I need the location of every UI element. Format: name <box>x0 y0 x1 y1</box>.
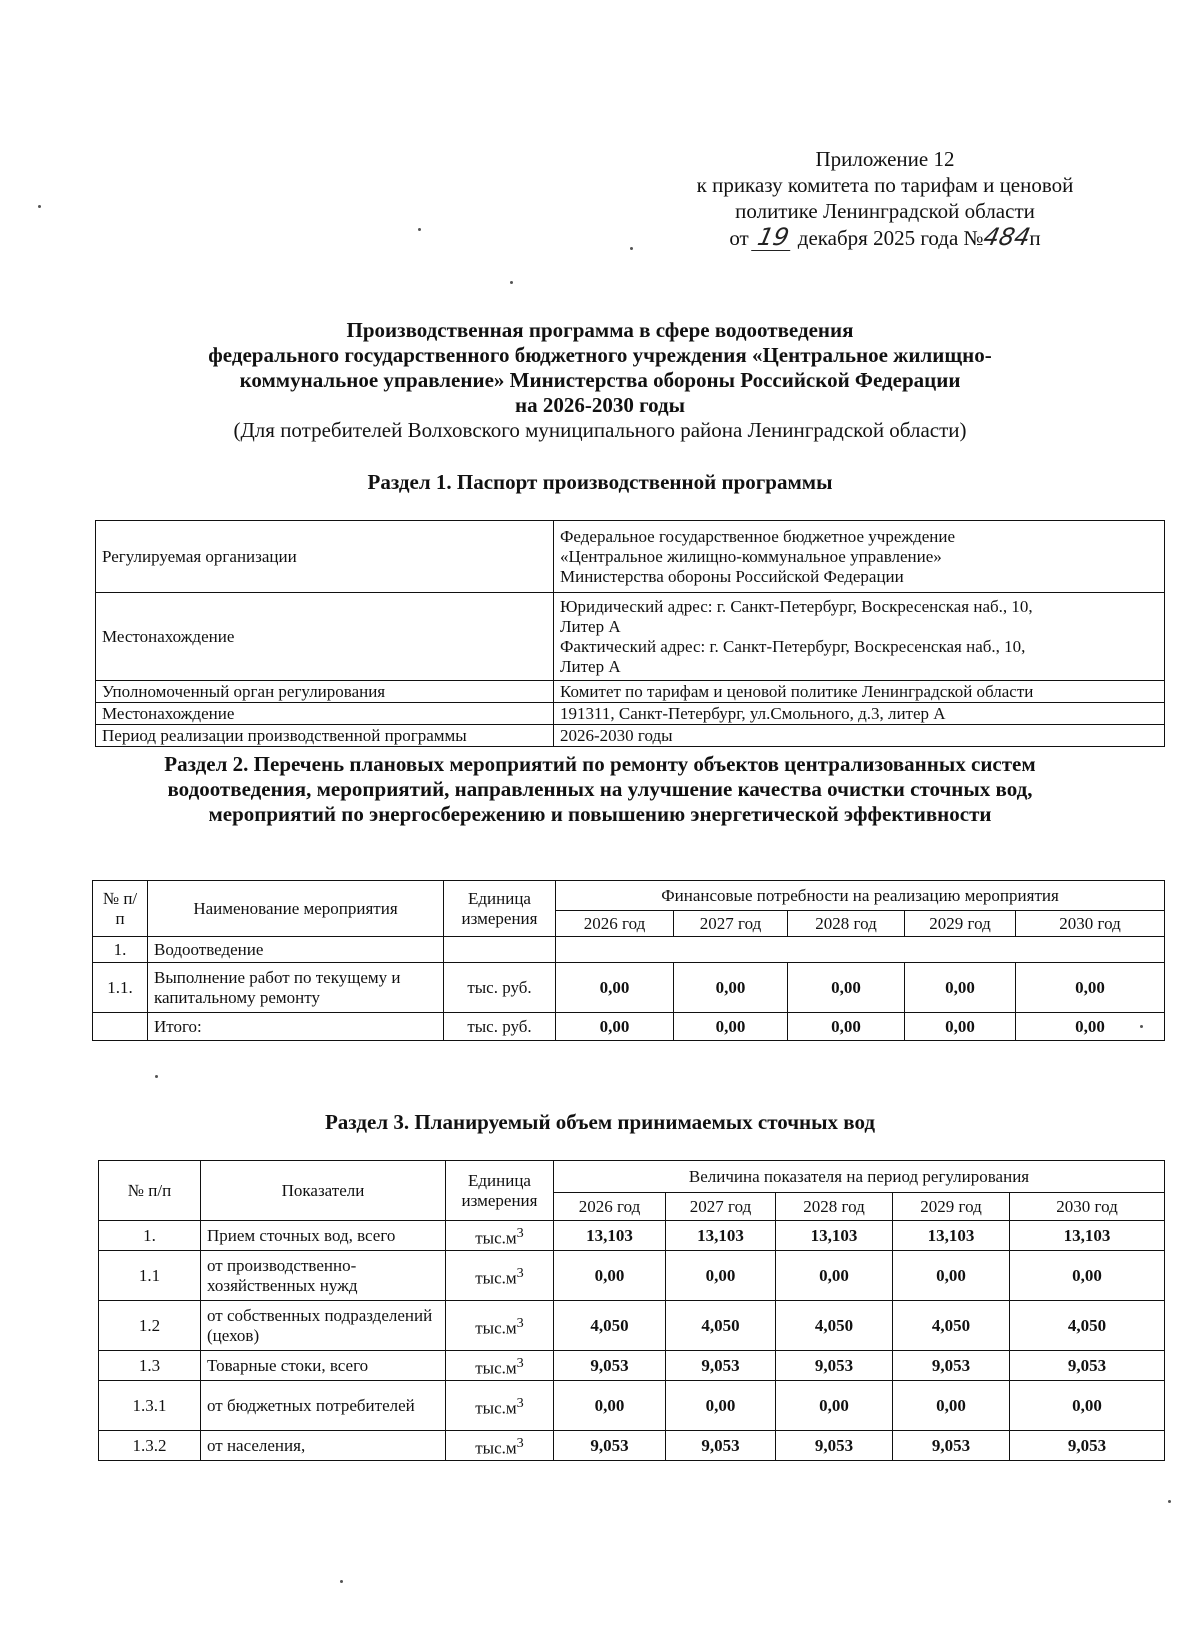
wastewater-volume-table <box>98 1160 1165 1461</box>
annex-line: к приказу комитета по тарифам и ценовой <box>696 173 1074 197</box>
indicator-name: от бюджетных потребителей <box>201 1381 446 1431</box>
section2-heading <box>60 752 1140 827</box>
col-header-year: 2030 год <box>1010 1193 1165 1221</box>
measures-table <box>92 880 1165 1041</box>
value-cell: 9,053 <box>666 1351 776 1381</box>
unit-cell <box>446 1251 554 1301</box>
passport-value-line: Федеральное государственное бюджетное учреждение <box>560 526 956 546</box>
unit-cell <box>446 1351 554 1381</box>
unit-superscript: 3 <box>516 1264 524 1281</box>
value-cell: 9,053 <box>776 1351 893 1381</box>
row-number: 1.3.2 <box>99 1431 201 1461</box>
indicator-name: Товарные стоки, всего <box>201 1351 446 1381</box>
date-prefix: от <box>729 226 749 250</box>
col-header-unit: Единица измерения <box>444 881 556 937</box>
passport-value-line: «Центральное жилищно-коммунальное управление» <box>560 546 942 566</box>
unit-cell: тыс. руб. <box>444 963 556 1013</box>
indicator-name: от производственно-хозяйственных нужд <box>201 1251 446 1301</box>
volume-row <box>99 1431 1165 1461</box>
unit-superscript: 3 <box>516 1314 524 1331</box>
passport-row <box>96 703 1165 725</box>
passport-value-line: Комитет по тарифам и ценовой политике Ленинградской области <box>560 681 1034 701</box>
unit-cell <box>444 937 556 963</box>
unit-base: тыс.м <box>475 1438 517 1458</box>
col-header-financing: Финансовые потребности на реализацию мероприятия <box>556 881 1165 911</box>
col-header-year: 2029 год <box>893 1193 1010 1221</box>
col-header-name: Наименование мероприятия <box>148 881 444 937</box>
value-cell: 9,053 <box>554 1431 666 1461</box>
col-header-year: 2029 год <box>905 911 1016 937</box>
passport-label: Период реализации производственной программы <box>96 725 554 747</box>
indicator-name: от населения, <box>201 1431 446 1461</box>
volume-row <box>99 1301 1165 1351</box>
value-cell: 0,00 <box>1016 1013 1165 1041</box>
col-header-year: 2030 год <box>1016 911 1165 937</box>
value-cell: 0,00 <box>674 1013 788 1041</box>
value-cell: 0,00 <box>674 963 788 1013</box>
passport-label: Местонахождение <box>96 593 554 681</box>
measure-name: Итого: <box>148 1013 444 1041</box>
measures-row <box>93 1013 1165 1041</box>
scan-speck <box>418 228 421 231</box>
annex-date-line <box>640 224 1130 251</box>
indicator-name: Прием сточных вод, всего <box>201 1221 446 1251</box>
scan-speck <box>38 205 41 208</box>
col-header-value: Величина показателя на период регулирования <box>554 1161 1165 1193</box>
measure-name: Водоотведение <box>148 937 444 963</box>
col-header-year: 2026 год <box>554 1193 666 1221</box>
col-header-indicator: Показатели <box>201 1161 446 1221</box>
row-number <box>93 1013 148 1041</box>
value-cell: 13,103 <box>1010 1221 1165 1251</box>
passport-value-line: 191311, Санкт-Петербург, ул.Смольного, д.3, литер А <box>560 703 946 723</box>
row-number: 1.3.1 <box>99 1381 201 1431</box>
value-cell: 0,00 <box>905 963 1016 1013</box>
passport-value-line: 2026-2030 годы <box>560 725 673 745</box>
passport-row <box>96 681 1165 703</box>
volume-row <box>99 1351 1165 1381</box>
col-header-year: 2027 год <box>666 1193 776 1221</box>
value-cell: 0,00 <box>893 1251 1010 1301</box>
value-cell: 13,103 <box>666 1221 776 1251</box>
passport-value <box>554 725 1165 747</box>
value-cell: 13,103 <box>554 1221 666 1251</box>
value-cell: 0,00 <box>776 1251 893 1301</box>
order-suffix: п <box>1029 226 1041 250</box>
col-header-no: № п/п <box>93 881 148 937</box>
unit-superscript: 3 <box>516 1354 524 1371</box>
unit-base: тыс.м <box>475 1268 517 1288</box>
col-header-year: 2027 год <box>674 911 788 937</box>
value-cell: 9,053 <box>776 1431 893 1461</box>
volume-row <box>99 1381 1165 1431</box>
value-cell: 13,103 <box>893 1221 1010 1251</box>
measures-row <box>93 937 1165 963</box>
passport-value <box>554 593 1165 681</box>
unit-cell <box>446 1301 554 1351</box>
value-cell: 9,053 <box>893 1351 1010 1381</box>
passport-value-line: Фактический адрес: г. Санкт-Петербург, Воскресенская наб., 10, <box>560 636 1026 656</box>
unit-superscript: 3 <box>516 1224 524 1241</box>
value-cell: 0,00 <box>556 963 674 1013</box>
value-cell: 9,053 <box>1010 1351 1165 1381</box>
row-number: 1. <box>99 1221 201 1251</box>
section1-heading: Раздел 1. Паспорт производственной программы <box>367 470 833 494</box>
passport-table <box>95 520 1165 747</box>
row-number: 1.3 <box>99 1351 201 1381</box>
value-cell: 4,050 <box>776 1301 893 1351</box>
row-number: 1.2 <box>99 1301 201 1351</box>
unit-superscript: 3 <box>516 1434 524 1451</box>
value-cell: 0,00 <box>1016 963 1165 1013</box>
value-cell: 0,00 <box>893 1381 1010 1431</box>
passport-label: Местонахождение <box>96 703 554 725</box>
scan-speck <box>510 281 513 284</box>
heading-line: мероприятий по энергосбережению и повышению энергетической эффективности <box>208 802 992 826</box>
title-line: Производственная программа в сфере водоотведения <box>346 318 854 342</box>
measure-name: Выполнение работ по текущему и капитальному ремонту <box>148 963 444 1013</box>
unit-cell <box>446 1221 554 1251</box>
unit-base: тыс.м <box>475 1358 517 1378</box>
section3-heading: Раздел 3. Планируемый объем принимаемых сточных вод <box>324 1110 876 1134</box>
row-number: 1. <box>93 937 148 963</box>
scan-speck <box>340 1580 343 1583</box>
value-cell: 13,103 <box>776 1221 893 1251</box>
unit-superscript: 3 <box>516 1394 524 1411</box>
passport-value <box>554 703 1165 725</box>
measures-row <box>93 963 1165 1013</box>
row-number: 1.1 <box>99 1251 201 1301</box>
value-cell: 0,00 <box>666 1251 776 1301</box>
value-cell: 0,00 <box>788 1013 905 1041</box>
value-cell: 0,00 <box>788 963 905 1013</box>
title-subline: (Для потребителей Волховского муниципального района Ленинградской области) <box>233 418 967 442</box>
value-cell: 4,050 <box>893 1301 1010 1351</box>
passport-value-line: Юридический адрес: г. Санкт-Петербург, Воскресенская наб., 10, <box>560 596 1033 616</box>
passport-label: Уполномоченный орган регулирования <box>96 681 554 703</box>
value-cell: 9,053 <box>554 1351 666 1381</box>
passport-value-line: Литер А <box>560 616 621 636</box>
passport-row <box>96 521 1165 593</box>
value-cell: 0,00 <box>1010 1381 1165 1431</box>
volume-row <box>99 1221 1165 1251</box>
passport-value-line: Литер А <box>560 656 621 676</box>
title-line: коммунальное управление» Министерства обороны Российской Федерации <box>239 368 961 392</box>
value-cell: 0,00 <box>554 1251 666 1301</box>
row-number: 1.1. <box>93 963 148 1013</box>
value-cell: 9,053 <box>1010 1431 1165 1461</box>
passport-row <box>96 725 1165 747</box>
col-header-year: 2028 год <box>776 1193 893 1221</box>
annex-line: политике Ленинградской области <box>735 199 1035 223</box>
unit-base: тыс.м <box>475 1228 517 1248</box>
title-line: федерального государственного бюджетного учреждения «Центральное жилищно- <box>208 343 992 367</box>
col-header-year: 2028 год <box>788 911 905 937</box>
value-cell: 4,050 <box>554 1301 666 1351</box>
value-cell: 0,00 <box>556 1013 674 1041</box>
handwritten-order-number: 484 <box>980 223 1033 251</box>
unit-cell: тыс. руб. <box>444 1013 556 1041</box>
unit-base: тыс.м <box>475 1318 517 1338</box>
heading-line: водоотведения, мероприятий, направленных на улучшение качества очистки сточных вод, <box>167 777 1033 801</box>
value-cell: 0,00 <box>776 1381 893 1431</box>
value-cell: 4,050 <box>1010 1301 1165 1351</box>
value-cell: 4,050 <box>666 1301 776 1351</box>
value-cell: 9,053 <box>893 1431 1010 1461</box>
col-header-year: 2026 год <box>556 911 674 937</box>
document-title <box>60 318 1140 443</box>
date-rest: декабря 2025 года № <box>797 226 984 250</box>
value-cell: 0,00 <box>554 1381 666 1431</box>
unit-cell <box>446 1431 554 1461</box>
annex-header <box>640 146 1130 251</box>
scan-speck <box>630 247 633 250</box>
passport-value <box>554 681 1165 703</box>
col-header-unit: Единица измерения <box>446 1161 554 1221</box>
empty-cell <box>556 937 1165 963</box>
passport-row <box>96 593 1165 681</box>
passport-label: Регулируемая организации <box>96 521 554 593</box>
passport-value <box>554 521 1165 593</box>
scan-speck <box>155 1075 158 1078</box>
col-header-no: № п/п <box>99 1161 201 1221</box>
annex-line: Приложение 12 <box>815 147 955 171</box>
title-line: на 2026-2030 годы <box>514 393 686 417</box>
unit-base: тыс.м <box>475 1398 517 1418</box>
indicator-name: от собственных подразделений (цехов) <box>201 1301 446 1351</box>
value-cell: 0,00 <box>905 1013 1016 1041</box>
volume-row <box>99 1251 1165 1301</box>
handwritten-day: 19 <box>751 224 795 251</box>
unit-cell <box>446 1381 554 1431</box>
passport-value-line: Министерства обороны Российской Федерации <box>560 566 904 586</box>
scan-speck <box>1168 1500 1171 1503</box>
value-cell: 0,00 <box>666 1381 776 1431</box>
value-cell: 9,053 <box>666 1431 776 1461</box>
value-cell: 0,00 <box>1010 1251 1165 1301</box>
heading-line: Раздел 2. Перечень плановых мероприятий по ремонту объектов централизованных систем <box>164 752 1036 776</box>
